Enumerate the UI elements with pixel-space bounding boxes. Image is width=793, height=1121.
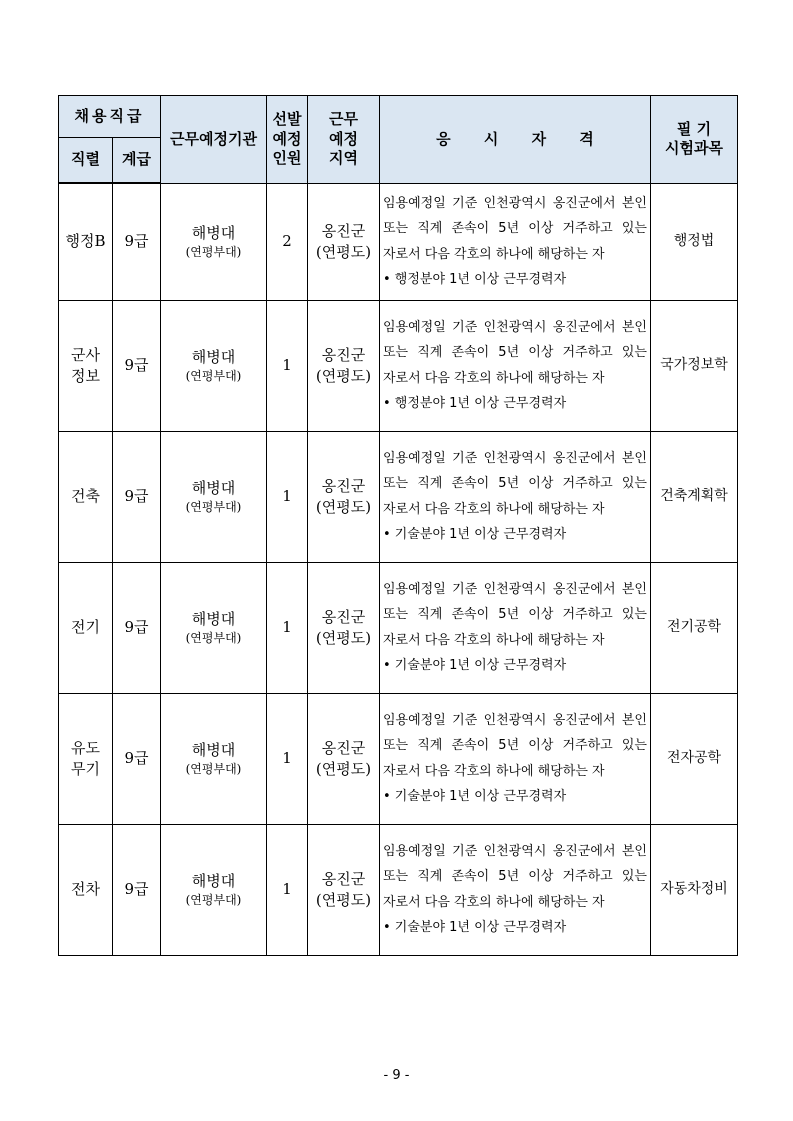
work-region-cell	[308, 183, 380, 300]
table-row	[59, 562, 738, 693]
qualification-line: 자로서 다음 각호의 하나에 해당하는 자	[383, 894, 605, 910]
work-org-cell	[161, 693, 267, 824]
qualification-bullet: • 기술분야 1년 이상 근무경력자	[383, 920, 567, 935]
qualification-line: 임용예정일 기준 인천광역시 옹진군에서 본인	[383, 712, 647, 728]
org-name: 해병대	[191, 609, 236, 628]
written-exam-header: 필 기 시험과목	[651, 96, 738, 184]
grade-cell: 9급	[113, 562, 161, 693]
job-series-header: 직렬	[59, 138, 113, 184]
selection-count-cell: 2	[267, 183, 308, 300]
qualification-cell	[380, 431, 651, 562]
work-org-cell	[161, 431, 267, 562]
org-unit: (연평부대)	[185, 761, 242, 776]
org-name: 해병대	[191, 871, 236, 890]
org-unit: (연평부대)	[185, 499, 242, 514]
qualification-line: 또는 직계 존속이 5년 이상 거주하고 있는	[383, 738, 647, 753]
selection-count-cell: 1	[267, 693, 308, 824]
job-series-cell: 유도 무기	[59, 693, 113, 824]
selection-count-cell: 1	[267, 824, 308, 955]
selection-count-cell: 1	[267, 300, 308, 431]
work-region-cell	[308, 300, 380, 431]
work-org-header: 근무예정기관	[161, 96, 267, 184]
qualification-line: 자로서 다음 각호의 하나에 해당하는 자	[383, 763, 605, 779]
org-unit: (연평부대)	[185, 244, 242, 259]
qualification-line: 자로서 다음 각호의 하나에 해당하는 자	[383, 370, 605, 386]
org-unit: (연평부대)	[185, 630, 242, 645]
work-org-cell	[161, 300, 267, 431]
region-sub: (연평도)	[315, 497, 372, 516]
qualification-header: 응 시 자 격	[380, 96, 651, 184]
qualification-cell	[380, 300, 651, 431]
region-sub: (연평도)	[315, 628, 372, 647]
org-unit: (연평부대)	[185, 368, 242, 383]
exam-subject-cell: 행정법	[651, 183, 738, 300]
qualification-line: 임용예정일 기준 인천광역시 옹진군에서 본인	[383, 195, 647, 211]
exam-subject-cell: 자동차정비	[651, 824, 738, 955]
qualification-cell	[380, 693, 651, 824]
qualification-line: 자로서 다음 각호의 하나에 해당하는 자	[383, 632, 605, 648]
qualification-line: 임용예정일 기준 인천광역시 옹진군에서 본인	[383, 319, 647, 335]
region-sub: (연평도)	[315, 242, 372, 261]
qualification-cell	[380, 562, 651, 693]
page-number: - 9 -	[383, 1068, 410, 1083]
work-org-cell	[161, 183, 267, 300]
work-region-cell	[308, 693, 380, 824]
region-name: 옹진군	[321, 607, 366, 626]
qualification-line: 임용예정일 기준 인천광역시 옹진군에서 본인	[383, 581, 647, 597]
qualification-line: 자로서 다음 각호의 하나에 해당하는 자	[383, 246, 605, 262]
region-name: 옹진군	[321, 221, 366, 240]
org-name: 해병대	[191, 478, 236, 497]
table-row	[59, 431, 738, 562]
work-org-cell	[161, 824, 267, 955]
region-sub: (연평도)	[315, 366, 372, 385]
exam-subject-cell: 전자공학	[651, 693, 738, 824]
qualification-bullet: • 기술분야 1년 이상 근무경력자	[383, 789, 567, 804]
work-org-cell	[161, 562, 267, 693]
region-name: 옹진군	[321, 738, 366, 757]
qualification-bullet: • 행정분야 1년 이상 근무경력자	[383, 272, 567, 287]
region-sub: (연평도)	[315, 890, 372, 909]
grade-cell: 9급	[113, 824, 161, 955]
grade-cell: 9급	[113, 431, 161, 562]
region-sub: (연평도)	[315, 759, 372, 778]
qualification-cell	[380, 824, 651, 955]
grade-cell: 9급	[113, 183, 161, 300]
table-row	[59, 824, 738, 955]
recruit-category-header: 채용직급	[59, 96, 161, 138]
qualification-cell	[380, 183, 651, 300]
work-region-cell	[308, 562, 380, 693]
grade-cell: 9급	[113, 693, 161, 824]
selection-count-cell: 1	[267, 562, 308, 693]
exam-subject-cell: 건축계획학	[651, 431, 738, 562]
qualification-line: 자로서 다음 각호의 하나에 해당하는 자	[383, 501, 605, 517]
qualification-line: 또는 직계 존속이 5년 이상 거주하고 있는	[383, 221, 647, 236]
org-unit: (연평부대)	[185, 892, 242, 907]
job-series-cell: 건축	[59, 431, 113, 562]
qualification-line: 임용예정일 기준 인천광역시 옹진군에서 본인	[383, 843, 647, 859]
exam-subject-cell: 국가정보학	[651, 300, 738, 431]
job-series-cell: 전차	[59, 824, 113, 955]
table-row	[59, 693, 738, 824]
qualification-line: 또는 직계 존속이 5년 이상 거주하고 있는	[383, 607, 647, 622]
recruitment-table	[58, 95, 738, 956]
org-name: 해병대	[191, 347, 236, 366]
qualification-line: 또는 직계 존속이 5년 이상 거주하고 있는	[383, 869, 647, 884]
qualification-bullet: • 기술분야 1년 이상 근무경력자	[383, 658, 567, 673]
work-region-cell	[308, 431, 380, 562]
job-series-cell: 행정B	[59, 183, 113, 300]
qualification-line: 임용예정일 기준 인천광역시 옹진군에서 본인	[383, 450, 647, 466]
selection-count-cell: 1	[267, 431, 308, 562]
job-series-cell: 군사 정보	[59, 300, 113, 431]
work-region-cell	[308, 824, 380, 955]
table-row	[59, 183, 738, 300]
table-row	[59, 300, 738, 431]
work-region-header: 근무 예정 지역	[308, 96, 380, 184]
region-name: 옹진군	[321, 476, 366, 495]
grade-header: 계급	[113, 138, 161, 184]
grade-cell: 9급	[113, 300, 161, 431]
org-name: 해병대	[191, 223, 236, 242]
qualification-line: 또는 직계 존속이 5년 이상 거주하고 있는	[383, 476, 647, 491]
qualification-bullet: • 기술분야 1년 이상 근무경력자	[383, 527, 567, 542]
qualification-line: 또는 직계 존속이 5년 이상 거주하고 있는	[383, 345, 647, 360]
org-name: 해병대	[191, 740, 236, 759]
selection-count-header: 선발 예정 인원	[267, 96, 308, 184]
qualification-bullet: • 행정분야 1년 이상 근무경력자	[383, 396, 567, 411]
exam-subject-cell: 전기공학	[651, 562, 738, 693]
job-series-cell: 전기	[59, 562, 113, 693]
region-name: 옹진군	[321, 345, 366, 364]
region-name: 옹진군	[321, 869, 366, 888]
